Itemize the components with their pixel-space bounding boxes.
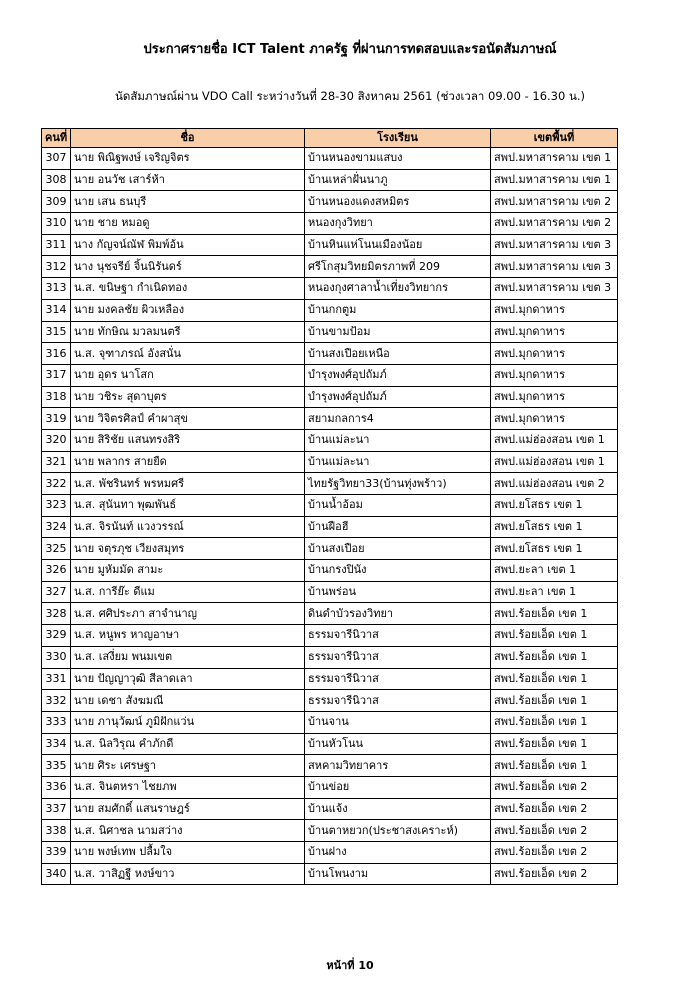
cell-number: 334 [42, 733, 71, 755]
table-row [42, 321, 618, 343]
cell-school: บ้านโพนงาม [305, 863, 491, 885]
cell-number: 336 [42, 776, 71, 798]
cell-number: 307 [42, 148, 71, 170]
cell-school: บ้านขามป้อม [305, 321, 491, 343]
cell-school: บ้านสงเปือยเหนือ [305, 343, 491, 365]
cell-name: นาง กัญจน์ณัฬ พิมพ์อ้น [71, 234, 305, 256]
table-row [42, 560, 618, 582]
header-number: คนที่ [42, 129, 71, 148]
cell-name: น.ส. นิศาชล นามสว่าง [71, 820, 305, 842]
table-row [42, 256, 618, 278]
cell-area: สพป.มหาสารคาม เขต 1 [491, 169, 618, 191]
cell-area: สพป.ร้อยเอ็ด เขต 1 [491, 733, 618, 755]
cell-area: สพป.แม่ฮ่องสอน เขต 1 [491, 451, 618, 473]
cell-school: บ้านแม่ละนา [305, 429, 491, 451]
table-row [42, 213, 618, 235]
cell-area: สพป.มุกดาหาร [491, 364, 618, 386]
cell-name: น.ส. การีย๊ะ ดีแม [71, 581, 305, 603]
cell-area: สพป.แม่ฮ่องสอน เขต 1 [491, 429, 618, 451]
header-name: ชื่อ [71, 129, 305, 148]
cell-school: ศรีโกสุมวิทยมิตรภาพที่ 209 [305, 256, 491, 278]
cell-number: 329 [42, 625, 71, 647]
cell-name: นาง นุชจรีย์ จิ้นนิรันดร์ [71, 256, 305, 278]
table-header-row [42, 129, 618, 148]
cell-number: 323 [42, 495, 71, 517]
cell-area: สพป.ร้อยเอ็ด เขต 1 [491, 668, 618, 690]
cell-name: นาย สมศักดิ์ แสนราษฎร์ [71, 798, 305, 820]
cell-area: สพป.มุกดาหาร [491, 386, 618, 408]
table-row [42, 711, 618, 733]
cell-name: น.ส. นิลวิรุณ คำภักดี [71, 733, 305, 755]
cell-area: สพป.ยโสธร เขต 1 [491, 516, 618, 538]
cell-number: 312 [42, 256, 71, 278]
cell-number: 321 [42, 451, 71, 473]
cell-name: น.ส. จินตหรา ไชยภพ [71, 776, 305, 798]
table-row [42, 408, 618, 430]
cell-number: 327 [42, 581, 71, 603]
cell-area: สพป.มหาสารคาม เขต 2 [491, 191, 618, 213]
cell-name: นาย พลากร สายยืด [71, 451, 305, 473]
cell-school: บ้านแจ้ง [305, 798, 491, 820]
cell-area: สพป.ร้อยเอ็ด เขต 1 [491, 755, 618, 777]
cell-area: สพป.ร้อยเอ็ด เขต 1 [491, 625, 618, 647]
cell-school: บำรุงพงศ์อุปถัมภ์ [305, 386, 491, 408]
table-row [42, 473, 618, 495]
cell-area: สพป.มหาสารคาม เขต 2 [491, 213, 618, 235]
cell-name: นาย มงคลชัย ผิวเหลือง [71, 299, 305, 321]
cell-school: บ้านฝาง [305, 842, 491, 864]
cell-school: บ้านจาน [305, 711, 491, 733]
cell-name: นาย ชาย หมอดู [71, 213, 305, 235]
cell-name: นาย ภานุวัฒน์ ภูมิฝักแว่น [71, 711, 305, 733]
table-row [42, 776, 618, 798]
cell-number: 308 [42, 169, 71, 191]
cell-school: บำรุงพงศ์อุปถัมภ์ [305, 364, 491, 386]
cell-number: 311 [42, 234, 71, 256]
cell-area: สพป.ร้อยเอ็ด เขต 1 [491, 603, 618, 625]
cell-school: บ้านกกตูม [305, 299, 491, 321]
cell-number: 313 [42, 278, 71, 300]
table-row [42, 798, 618, 820]
cell-school: บ้านพร่อน [305, 581, 491, 603]
cell-school: บ้านหนองแดงสหมิตร [305, 191, 491, 213]
cell-number: 331 [42, 668, 71, 690]
table-row [42, 386, 618, 408]
table-row [42, 148, 618, 170]
cell-area: สพป.ร้อยเอ็ด เขต 2 [491, 820, 618, 842]
cell-area: สพป.ร้อยเอ็ด เขต 1 [491, 711, 618, 733]
table-row [42, 842, 618, 864]
cell-school: บ้านหนองขามแสบง [305, 148, 491, 170]
cell-school: หนองกุงศาลาน้ำเที่ยงวิทยากร [305, 278, 491, 300]
cell-school: บ้านกรงปินัง [305, 560, 491, 582]
cell-number: 333 [42, 711, 71, 733]
table-row [42, 581, 618, 603]
cell-school: บ้านหินแห่โนนเมืองน้อย [305, 234, 491, 256]
cell-area: สพป.ยะลา เขต 1 [491, 560, 618, 582]
cell-area: สพป.ร้อยเอ็ด เขต 2 [491, 863, 618, 885]
cell-school: ธรรมจารีนิวาส [305, 690, 491, 712]
cell-name: นาย พงษ์เทพ ปลื้มใจ [71, 842, 305, 864]
cell-school: บ้านตาหยวก(ประชาสงเคราะห์) [305, 820, 491, 842]
cell-number: 337 [42, 798, 71, 820]
table-body [42, 148, 618, 885]
table-row [42, 603, 618, 625]
cell-school: บ้านหัวโนน [305, 733, 491, 755]
cell-school: สหคามวิทยาคาร [305, 755, 491, 777]
cell-area: สพป.ยะลา เขต 1 [491, 581, 618, 603]
cell-name: น.ส. หนูพร หาญอาษา [71, 625, 305, 647]
cell-number: 316 [42, 343, 71, 365]
cell-name: น.ส. จุฑาภรณ์ อังสนั่น [71, 343, 305, 365]
cell-school: ธรรมจารีนิวาส [305, 625, 491, 647]
cell-name: นาย ทักษิณ มวลมนตรี [71, 321, 305, 343]
table-row [42, 733, 618, 755]
table-row [42, 191, 618, 213]
table-row [42, 820, 618, 842]
cell-number: 322 [42, 473, 71, 495]
cell-area: สพป.ร้อยเอ็ด เขต 1 [491, 690, 618, 712]
cell-area: สพป.มหาสารคาม เขต 1 [491, 148, 618, 170]
cell-number: 320 [42, 429, 71, 451]
cell-area: สพป.แม่ฮ่องสอน เขต 2 [491, 473, 618, 495]
cell-number: 318 [42, 386, 71, 408]
table-row [42, 169, 618, 191]
cell-number: 314 [42, 299, 71, 321]
cell-number: 315 [42, 321, 71, 343]
cell-area: สพป.มหาสารคาม เขต 3 [491, 234, 618, 256]
page-subtitle: นัดสัมภาษณ์ผ่าน VDO Call ระหว่างวันที่ 28-30 สิงหาคม 2561 (ช่วงเวลา 09.00 - 16.30 น.) [115, 89, 585, 103]
cell-area: สพป.ร้อยเอ็ด เขต 2 [491, 798, 618, 820]
table-row [42, 299, 618, 321]
table-row [42, 538, 618, 560]
cell-name: น.ส. สุนันทา พุฒพันธ์ [71, 495, 305, 517]
cell-area: สพป.ยโสธร เขต 1 [491, 538, 618, 560]
cell-school: ธรรมจารีนิวาส [305, 646, 491, 668]
cell-number: 317 [42, 364, 71, 386]
cell-number: 310 [42, 213, 71, 235]
header-school: โรงเรียน [305, 129, 491, 148]
cell-name: นาย อุดร นาโสก [71, 364, 305, 386]
cell-name: นาย เดชา สังฆมณี [71, 690, 305, 712]
cell-name: นาย จตุรภุช เวียงสมุทร [71, 538, 305, 560]
cell-number: 326 [42, 560, 71, 582]
cell-school: บ้านฝือฮี [305, 516, 491, 538]
cell-area: สพป.ร้อยเอ็ด เขต 2 [491, 842, 618, 864]
table-row [42, 625, 618, 647]
cell-area: สพป.ร้อยเอ็ด เขต 1 [491, 646, 618, 668]
table-row [42, 863, 618, 885]
cell-name: น.ส. ขนิษฐา กำเนิดทอง [71, 278, 305, 300]
cell-number: 325 [42, 538, 71, 560]
cell-school: ดินดำบัวรองวิทยา [305, 603, 491, 625]
cell-school: ไทยรัฐวิทยา33(บ้านทุ่งพร้าว) [305, 473, 491, 495]
cell-area: สพป.มหาสารคาม เขต 3 [491, 256, 618, 278]
cell-name: นาย ปัญญาวุฒิ สีลาดเลา [71, 668, 305, 690]
cell-number: 309 [42, 191, 71, 213]
table-row [42, 516, 618, 538]
cell-name: นาย มูหัมมัด สามะ [71, 560, 305, 582]
cell-number: 340 [42, 863, 71, 885]
cell-name: นาย สิริชัย แสนทรงสิริ [71, 429, 305, 451]
cell-school: บ้านน้ำอ้อม [305, 495, 491, 517]
page-number: หน้าที่ 10 [326, 959, 374, 972]
cell-name: นาย วชิระ สุดาบุตร [71, 386, 305, 408]
cell-name: น.ส. เสงี่ยม พนมเขต [71, 646, 305, 668]
table-row [42, 668, 618, 690]
cell-name: น.ส. ศศิประภา สาจำนาญ [71, 603, 305, 625]
cell-school: หนองกุงวิทยา [305, 213, 491, 235]
cell-name: นาย วิจิตรศิลป์ คำผาสุข [71, 408, 305, 430]
cell-number: 332 [42, 690, 71, 712]
table-row [42, 364, 618, 386]
cell-name: นาย เสน ธนบุรี [71, 191, 305, 213]
cell-number: 339 [42, 842, 71, 864]
table-row [42, 755, 618, 777]
cell-area: สพป.มุกดาหาร [491, 343, 618, 365]
table-row [42, 429, 618, 451]
table-row [42, 234, 618, 256]
cell-school: บ้านเหล่าฝั่นนาภู [305, 169, 491, 191]
cell-name: นาย พิณิฐพงษ์ เจริญจิตร [71, 148, 305, 170]
table-row [42, 343, 618, 365]
cell-number: 328 [42, 603, 71, 625]
cell-area: สพป.มุกดาหาร [491, 299, 618, 321]
cell-name: น.ส. จิรนันท์ แวงวรรณ์ [71, 516, 305, 538]
cell-name: น.ส. วาสิฏฐี หงษ์ขาว [71, 863, 305, 885]
cell-school: สยามกลการ4 [305, 408, 491, 430]
cell-area: สพป.มุกดาหาร [491, 408, 618, 430]
cell-name: นาย ศิระ เศรษฐา [71, 755, 305, 777]
cell-number: 335 [42, 755, 71, 777]
cell-name: น.ส. พัชรินทร์ พรหมศรี [71, 473, 305, 495]
cell-school: บ้านแม่ละนา [305, 451, 491, 473]
cell-number: 330 [42, 646, 71, 668]
table-row [42, 690, 618, 712]
cell-area: สพป.ร้อยเอ็ด เขต 2 [491, 776, 618, 798]
cell-area: สพป.ยโสธร เขต 1 [491, 495, 618, 517]
cell-area: สพป.มุกดาหาร [491, 321, 618, 343]
cell-school: บ้านสงเปือย [305, 538, 491, 560]
header-area: เขตพื้นที่ [491, 129, 618, 148]
table-row [42, 451, 618, 473]
cell-number: 324 [42, 516, 71, 538]
cell-school: ธรรมจารีนิวาส [305, 668, 491, 690]
cell-school: บ้านข่อย [305, 776, 491, 798]
cell-number: 338 [42, 820, 71, 842]
cell-name: นาย อนวัช เสาร์ห้า [71, 169, 305, 191]
table-row [42, 646, 618, 668]
cell-number: 319 [42, 408, 71, 430]
cell-area: สพป.มหาสารคาม เขต 3 [491, 278, 618, 300]
table-row [42, 278, 618, 300]
page-title: ประกาศรายชื่อ ICT Talent ภาครัฐ ที่ผ่านการทดสอบและรอนัดสัมภาษณ์ [143, 42, 557, 57]
roster-table [41, 128, 618, 885]
table-row [42, 495, 618, 517]
